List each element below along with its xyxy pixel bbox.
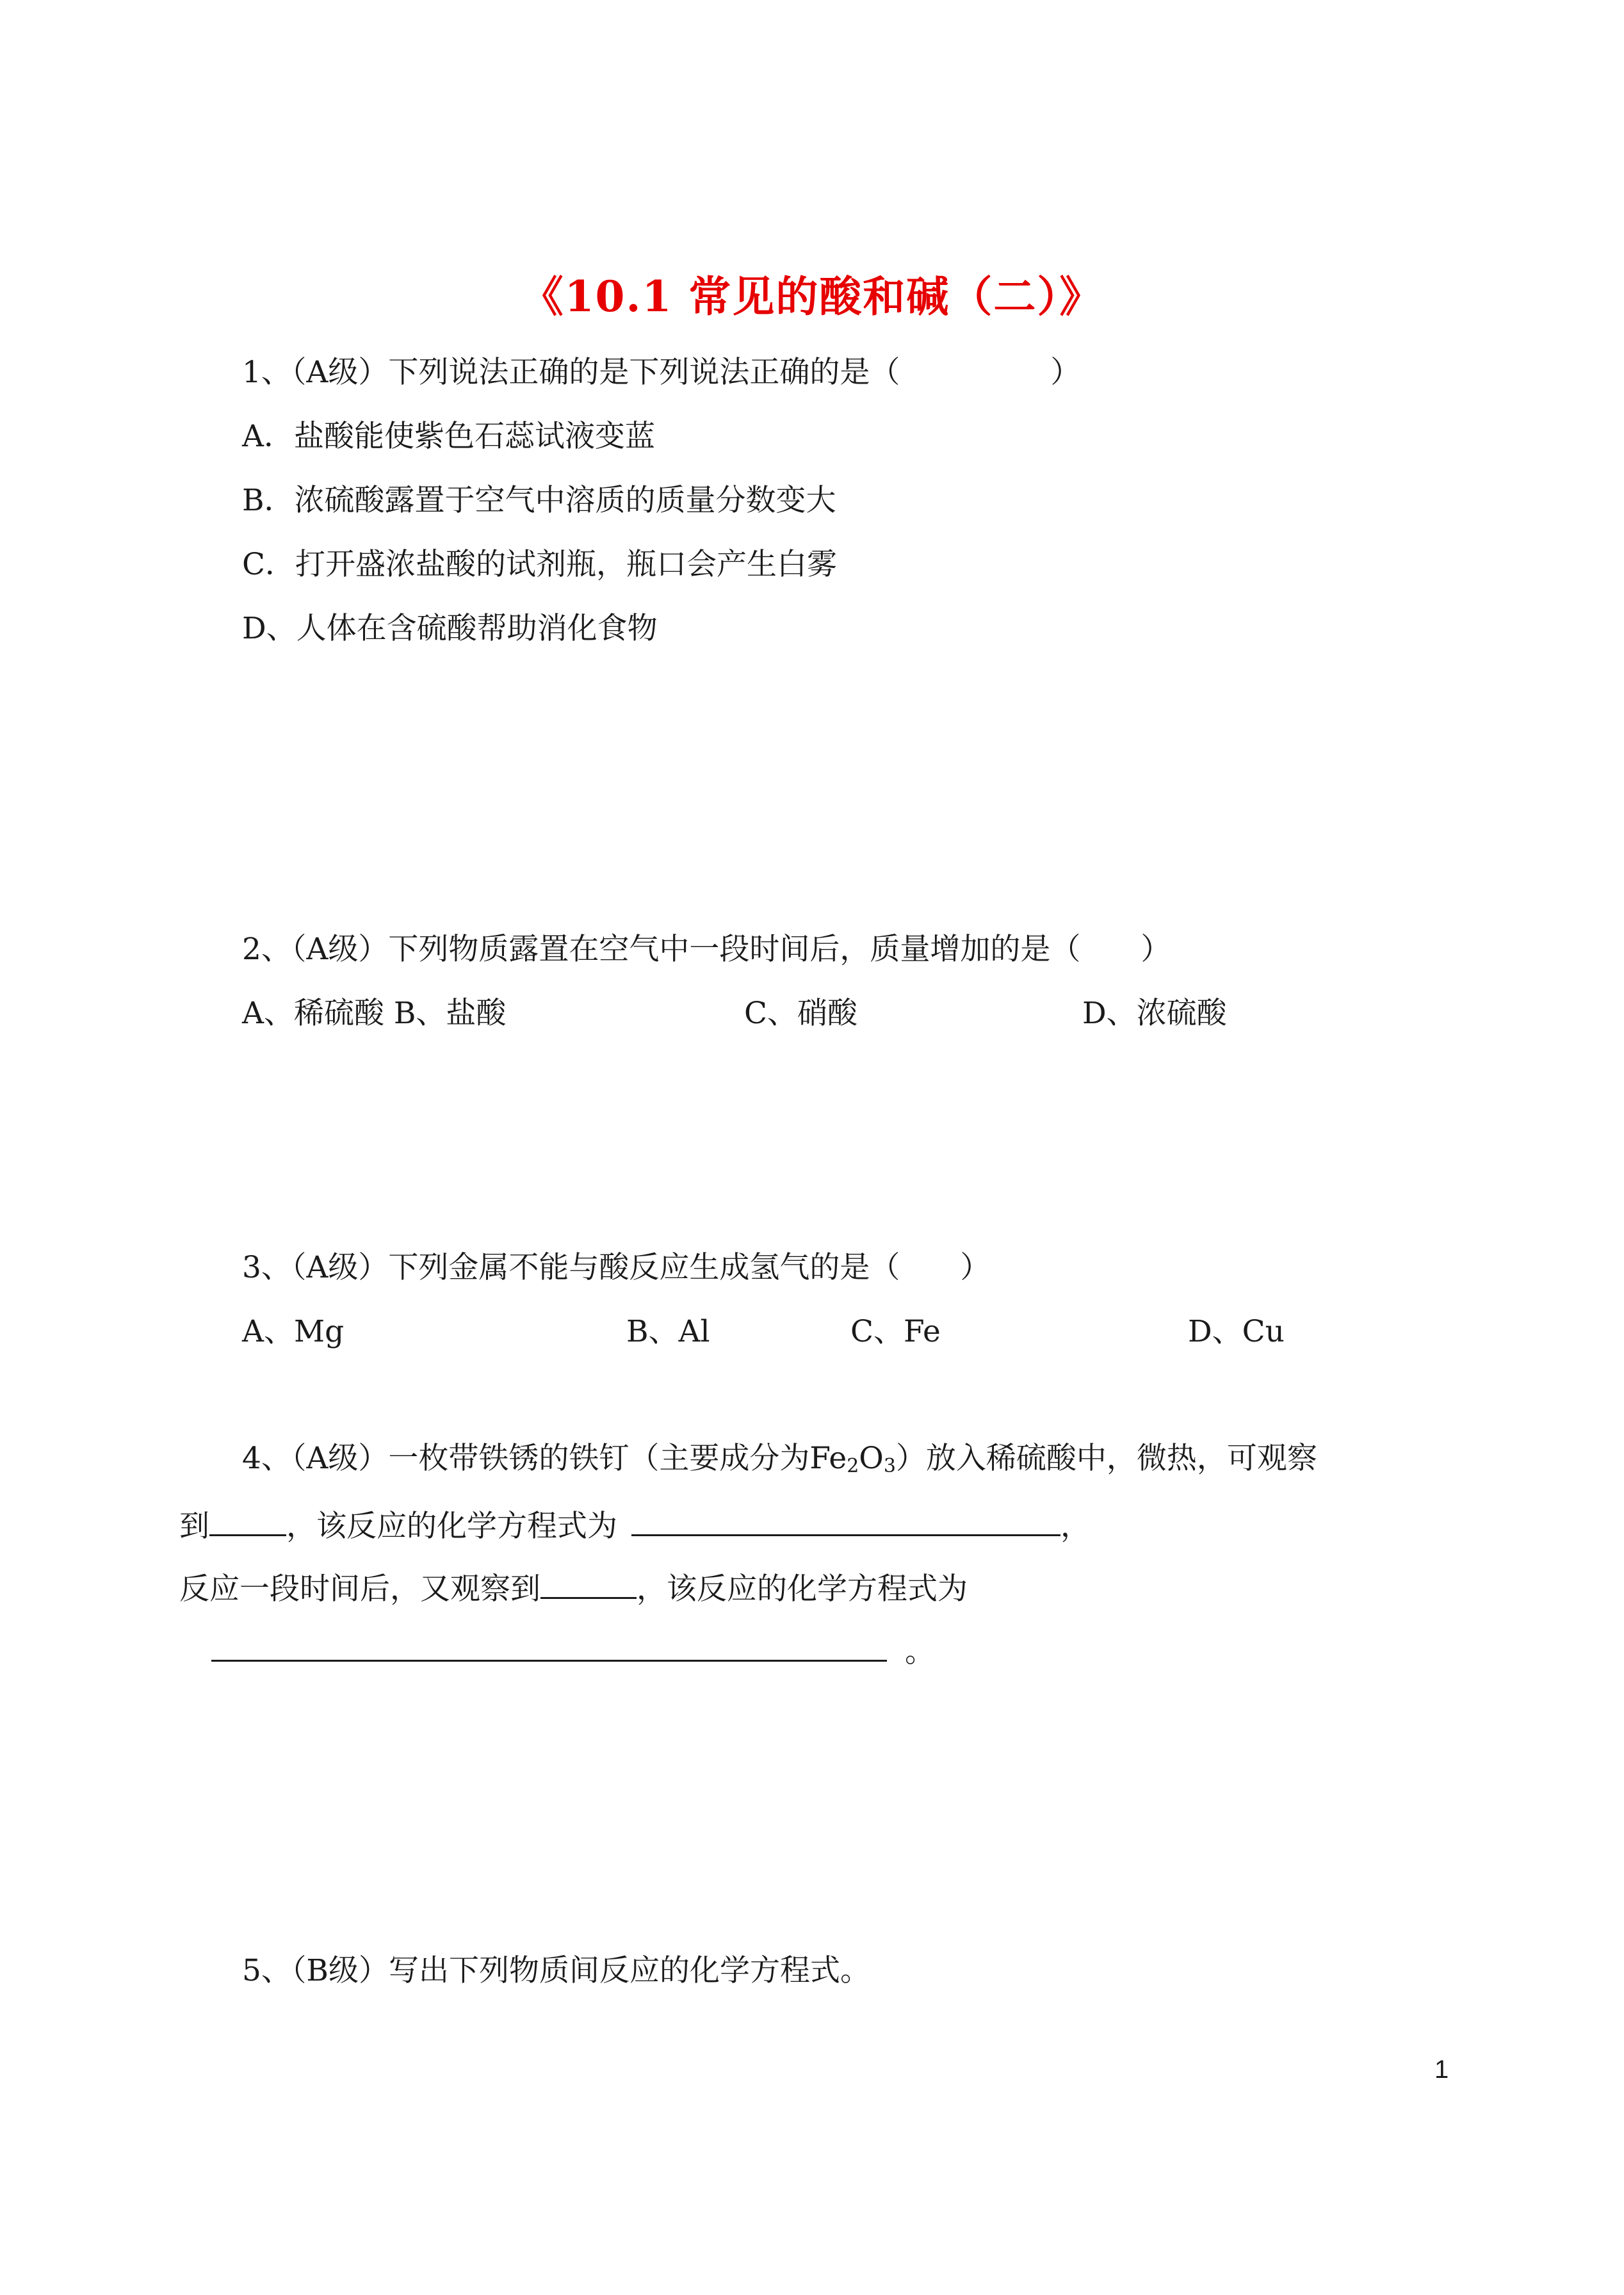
question-3-option-a: A、Mg bbox=[242, 1314, 345, 1349]
question-1-option-b: B．浓硫酸露置于空气中溶质的质量分数变大 bbox=[242, 483, 836, 518]
question-5-stem: 5、（B级）写出下列物质间反应的化学方程式。 bbox=[242, 1953, 870, 1988]
question-4-line-4: 。 bbox=[211, 1632, 935, 1671]
question-1-option-c: C．打开盛浓盐酸的试剂瓶，瓶口会产生白雾 bbox=[242, 547, 837, 582]
page-number: 1 bbox=[1434, 2056, 1449, 2084]
question-3-stem: 3、（A级）下列金属不能与酸反应生成氢气的是（ ） bbox=[242, 1250, 991, 1285]
question-1-option-a: A．盐酸能使紫色石蕊试液变蓝 bbox=[242, 419, 655, 454]
page-title: 《10.1 常见的酸和碱（二）》 bbox=[521, 272, 1103, 321]
question-4-stem: 4、（A级）一枚带铁锈的铁钉（主要成分为$Fe_2O_3$）放入稀硫酸中，微热，可观察 bbox=[242, 1441, 1317, 1477]
answer-blank-3[interactable] bbox=[540, 1569, 637, 1599]
answer-blank-2[interactable] bbox=[631, 1506, 1060, 1536]
question-1-stem: 1、（A级）下列说法正确的是下列说法正确的是（ ） bbox=[242, 355, 1081, 390]
question-2-option-c: C、硝酸 bbox=[744, 996, 857, 1031]
question-1-option-d: D、人体在含硫酸帮助消化食物 bbox=[242, 611, 658, 646]
question-2-stem: 2、（A级）下列物质露置在空气中一段时间后，质量增加的是（ ） bbox=[242, 932, 1171, 967]
answer-blank-1[interactable] bbox=[209, 1506, 286, 1536]
question-2-option-ab: A、稀硫酸 B、盐酸 bbox=[242, 996, 507, 1031]
answer-blank-4[interactable] bbox=[211, 1632, 887, 1662]
question-2-option-d: D、浓硫酸 bbox=[1082, 996, 1227, 1031]
question-3-option-c: C、Fe bbox=[850, 1314, 941, 1349]
question-3-option-b: B、Al bbox=[626, 1314, 710, 1349]
question-4-line-3: 反应一段时间后，又观察到 ，该反应的化学方程式为 bbox=[179, 1569, 968, 1609]
question-4-line-2: 到 ，该反应的化学方程式为 ， bbox=[179, 1506, 1091, 1546]
question-3-option-d: D、Cu bbox=[1188, 1314, 1285, 1349]
